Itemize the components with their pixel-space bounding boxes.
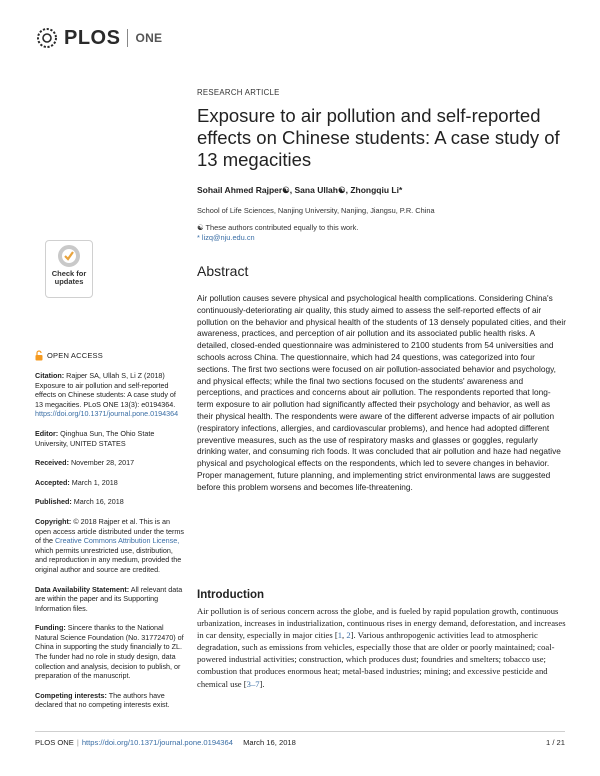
corresponding-email[interactable]: * lizq@nju.edu.cn [197, 233, 255, 242]
plos-one-logo[interactable] [34, 26, 162, 50]
abstract-heading: Abstract [197, 263, 249, 279]
published-date: Published: March 16, 2018 [35, 497, 124, 507]
accepted-date: Accepted: March 1, 2018 [35, 477, 118, 487]
introduction-paragraph: Air pollution is of serious concern across the globe, and is fueled by rapid population growth, continuous urbanization, increases in industrialization, continuous rises in energy demand, deforestation, and increases in car density, especially in major cities [1, 2]. Various anthropogenic activities lead to atmospheric degradation, such as emissions from vehicles, especially those that are older or poorly maintained; coal-powered industrial activities; construction, which produces dust; foundries and smelters; tobacco use; combustion that produces enormous heat; metal-based industries; mining; and excessive pesticide and chemical use [3–7]. [197, 606, 566, 689]
article-main [197, 88, 567, 494]
author-notes [197, 223, 567, 243]
check-updates-label: Check for updates [51, 269, 87, 286]
open-access-label: OPEN ACCESS [47, 350, 103, 360]
brand-name: PLOS [64, 26, 121, 49]
citation-block: Citation: Rajper SA, Ullah S, Li Z (2018) Exposure to air pollution and self-reported effects on Chinese students: A case study of 13 megacities. PLoS ONE 13(3): e0194364. https://doi.org/10.1371/journal.pone.0194364 [35, 371, 179, 419]
citation-ref[interactable]: 1 [337, 630, 343, 641]
page-number: 1 / 21 [546, 738, 565, 747]
equal-contribution-note: ☯ These authors contributed equally to this work. [197, 223, 359, 232]
article-title: Exposure to air pollution and self-reported effects on Chinese students: A case study of 13 megacities [197, 105, 560, 170]
article-info-sidebar [35, 240, 185, 710]
copyright-block: Copyright: © 2018 Rajper et al. This is an open access article distributed under the terms of the Creative Commons Attribution License, which permits unrestricted use, distribution, and reproduction in any medium, provided the original author and source are credited. [35, 516, 185, 574]
article-type: RESEARCH ARTICLE [197, 88, 280, 97]
received-date: Received: November 28, 2017 [35, 458, 135, 468]
page-footer: PLOS ONE | https://doi.org/10.1371/journal.pone.0194364 March 16, 2018 1 / 21 [35, 731, 565, 747]
journal-name: ONE [135, 31, 163, 45]
citation-ref[interactable]: 3–7 [246, 678, 260, 689]
author-list: Sohail Ahmed Rajper☯, Sana Ullah☯, Zhongqiu Li* [197, 185, 403, 195]
open-lock-icon [35, 350, 43, 361]
license-link[interactable]: Creative Commons Attribution License, [54, 536, 180, 546]
affiliation: School of Life Sciences, Nanjing University, Nanjing, Jiangsu, P.R. China [197, 206, 435, 215]
check-updates-icon [58, 245, 80, 267]
citation-doi-link[interactable]: https://doi.org/10.1371/journal.pone.0194364 [35, 409, 179, 419]
footer-doi-link[interactable]: https://doi.org/10.1371/journal.pone.0194364 [81, 738, 233, 747]
citation-ref[interactable]: 2 [346, 630, 351, 641]
open-access-indicator [35, 350, 185, 361]
check-for-updates-badge[interactable] [45, 240, 93, 298]
logo-divider [127, 29, 128, 47]
competing-interests-block: Competing interests: The authors have declared that no competing interests exist. [35, 690, 170, 710]
funding-block: Funding: Sincere thanks to the National Natural Science Foundation (No. 31772470) of China in supporting the study financially to ZL. The funder had no role in study design, data collection and analysis, decision to publish, or preparation of the manuscript. [35, 623, 184, 681]
data-availability-block: Data Availability Statement: All relevant data are within the paper and its Supporting Information files. [35, 584, 183, 613]
plos-logo-icon [34, 26, 60, 50]
footer-journal: PLOS ONE [35, 738, 74, 747]
introduction-heading: Introduction [197, 589, 265, 601]
editor-block: Editor: Qinghua Sun, The Ohio State University, UNITED STATES [35, 428, 155, 448]
footer-date: March 16, 2018 [243, 738, 296, 747]
abstract-text: Air pollution causes severe physical and psychological health complications. Considering China's continuously-deteriorating air quality, this study aimed to assess the self-reported effects of air pollution on the behavior and physical health of the students of 13 densely populated cities, and their awareness, practices, and perception of air pollution and its associated public health risks. A detailed, closed-ended questionnaire was administered to 2100 students from 54 universities and schools across China. The questionnaire, which had 24 questions, was categorized into four sections. The first two sections were focused on air pollution-associated behavior and psychology, and physical effects; while the final two sections focused on the students' awareness and perceptions, and practices and concerns about air pollution. The respondents reported that long-term exposure to air pollution had significantly affected their psychology and behavior, as well as their physical health. The respondents were aware of the different adverse impacts of air pollution (respiratory infections, allergies, and cardiovascular problems), and hence had adopted different preventive measures, such as the use of respiratory masks and glasses or goggles, regularly drinking water, and consuming rich foods. It was concluded that air pollution and haze had negative physical and psychological effects on the respondents, which led to severe changes in behavior. Proper management, future planning, and implementing strict environmental laws are suggested before this problem worsens and becomes life-threatening. [197, 293, 567, 492]
